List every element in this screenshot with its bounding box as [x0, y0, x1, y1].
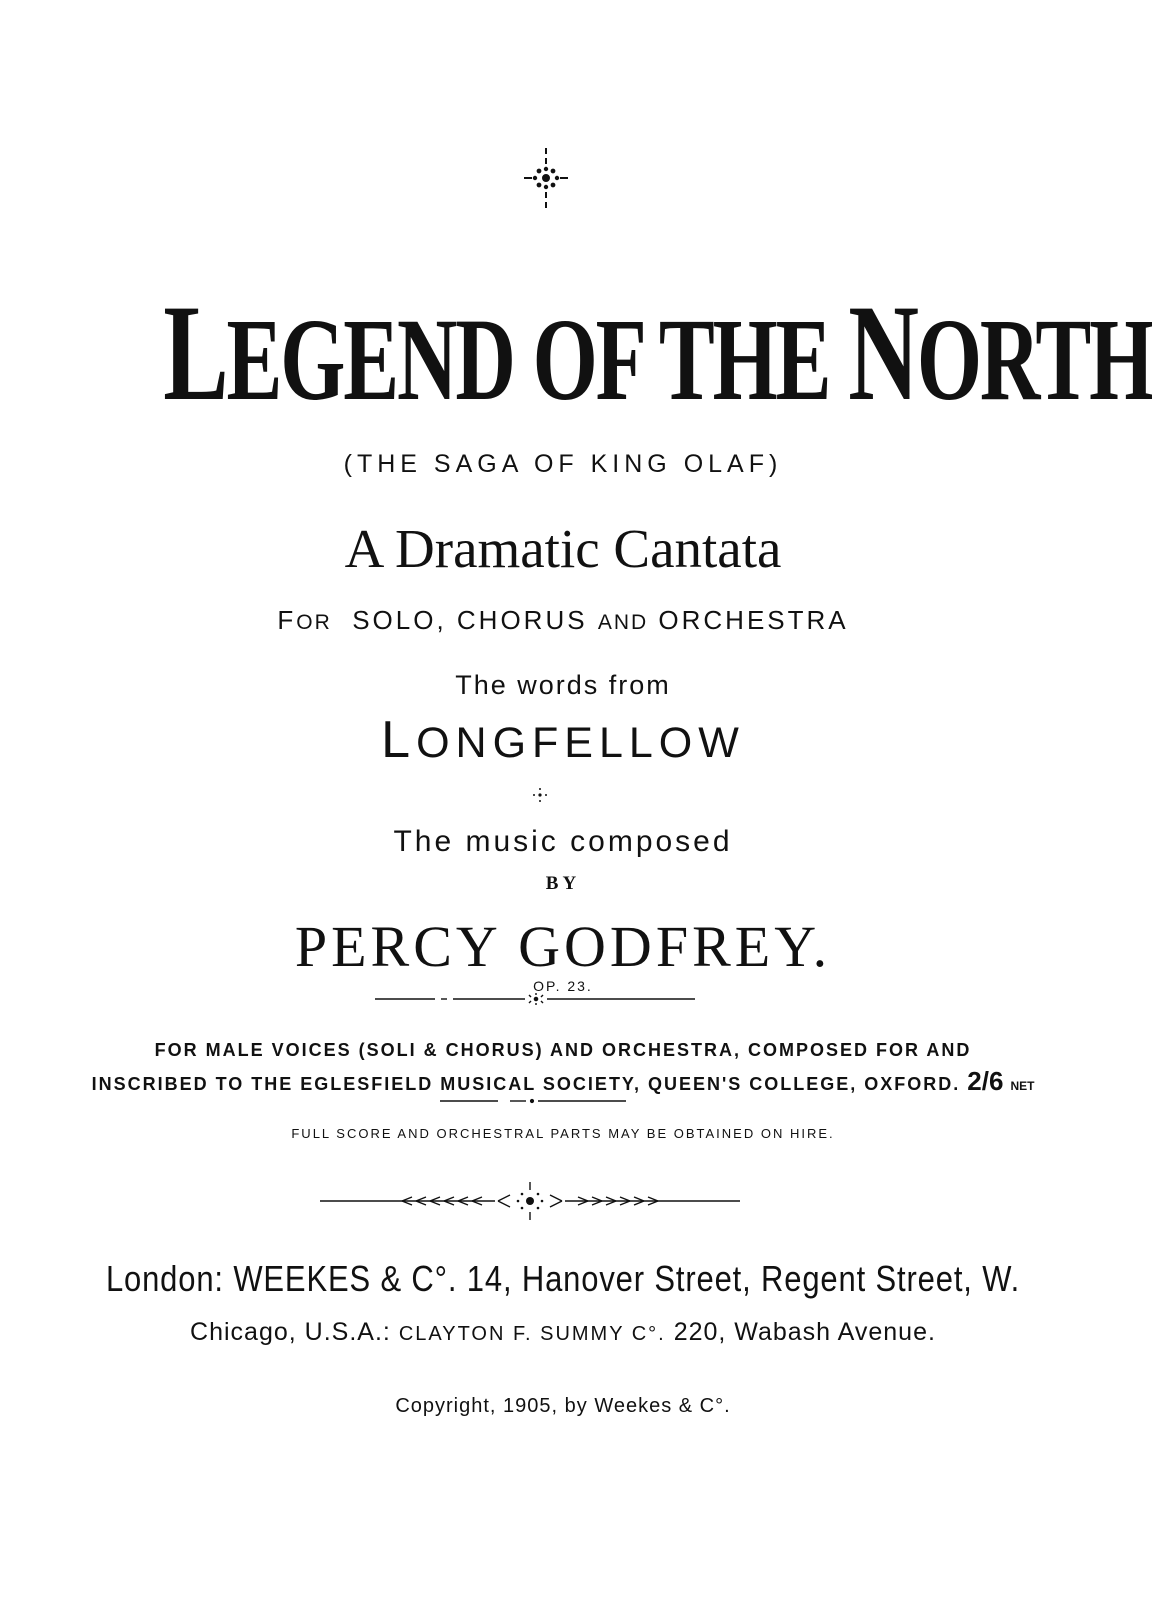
description-line-2-text: INSCRIBED TO THE EGLESFIELD MUSICAL SOCIETY, QUEEN'S COLLEGE, OXFORD. — [91, 1074, 961, 1094]
hire-note: FULL SCORE AND ORCHESTRAL PARTS MAY BE OBTAINED ON HIRE. — [291, 1126, 835, 1141]
flourish-divider-icon — [320, 1180, 740, 1222]
author-initial: L — [381, 711, 417, 769]
title-rest: EGEND OF THE — [226, 294, 849, 425]
copyright-notice: Copyright, 1905, by Weekes & C°. — [395, 1395, 731, 1417]
price-net: NET — [1010, 1079, 1035, 1093]
scoring-and: AND — [597, 611, 649, 634]
description-line-1: FOR MALE VOICES (SOLI & CHORUS) AND ORCHESTRA, COMPOSED FOR AND — [154, 1040, 972, 1060]
subtitle: (THE SAGA OF KING OLAF) — [343, 450, 783, 478]
scoring-for-rest: OR — [296, 611, 332, 634]
by-line: BY — [545, 873, 581, 894]
price: 2/6 — [967, 1066, 1004, 1096]
dot-ornament-icon — [530, 785, 550, 805]
genre-line: A Dramatic Cantata — [344, 518, 782, 579]
scoring-orchestra: ORCHESTRA — [658, 605, 849, 635]
publisher-london: London: WEEKES & C°. 14, Hanover Street, Regent Street, W. — [105, 1258, 1021, 1299]
publisher-chicago — [0, 1318, 1126, 1347]
opus-number: OP. 23. — [533, 978, 593, 994]
music-line: The music composed — [393, 825, 733, 858]
title-initial-2: N — [848, 276, 917, 429]
star-ornament-icon — [523, 146, 569, 210]
author-name — [0, 710, 1126, 770]
description-line-2 — [0, 1066, 1126, 1097]
divider-rule — [375, 992, 695, 1006]
page-title — [163, 276, 1152, 429]
composer-name: PERCY GODFREY. — [294, 914, 832, 979]
scoring-line — [0, 605, 1126, 636]
title-initial: L — [163, 276, 227, 429]
chicago-name: CLAYTON F. SUMMY C°. — [398, 1323, 666, 1345]
chicago-prefix: Chicago, U.S.A.: — [190, 1318, 391, 1346]
scoring-solo: SOLO, CHORUS — [352, 605, 588, 635]
scoring-for-initial: F — [277, 605, 297, 635]
chicago-address: 220, Wabash Avenue. — [673, 1318, 936, 1346]
title-rest-2: ORTH — [916, 294, 1152, 425]
words-line: The words from — [455, 670, 671, 700]
author-rest: ONGFELLOW — [416, 719, 745, 767]
divider-rule-short — [430, 1096, 630, 1106]
